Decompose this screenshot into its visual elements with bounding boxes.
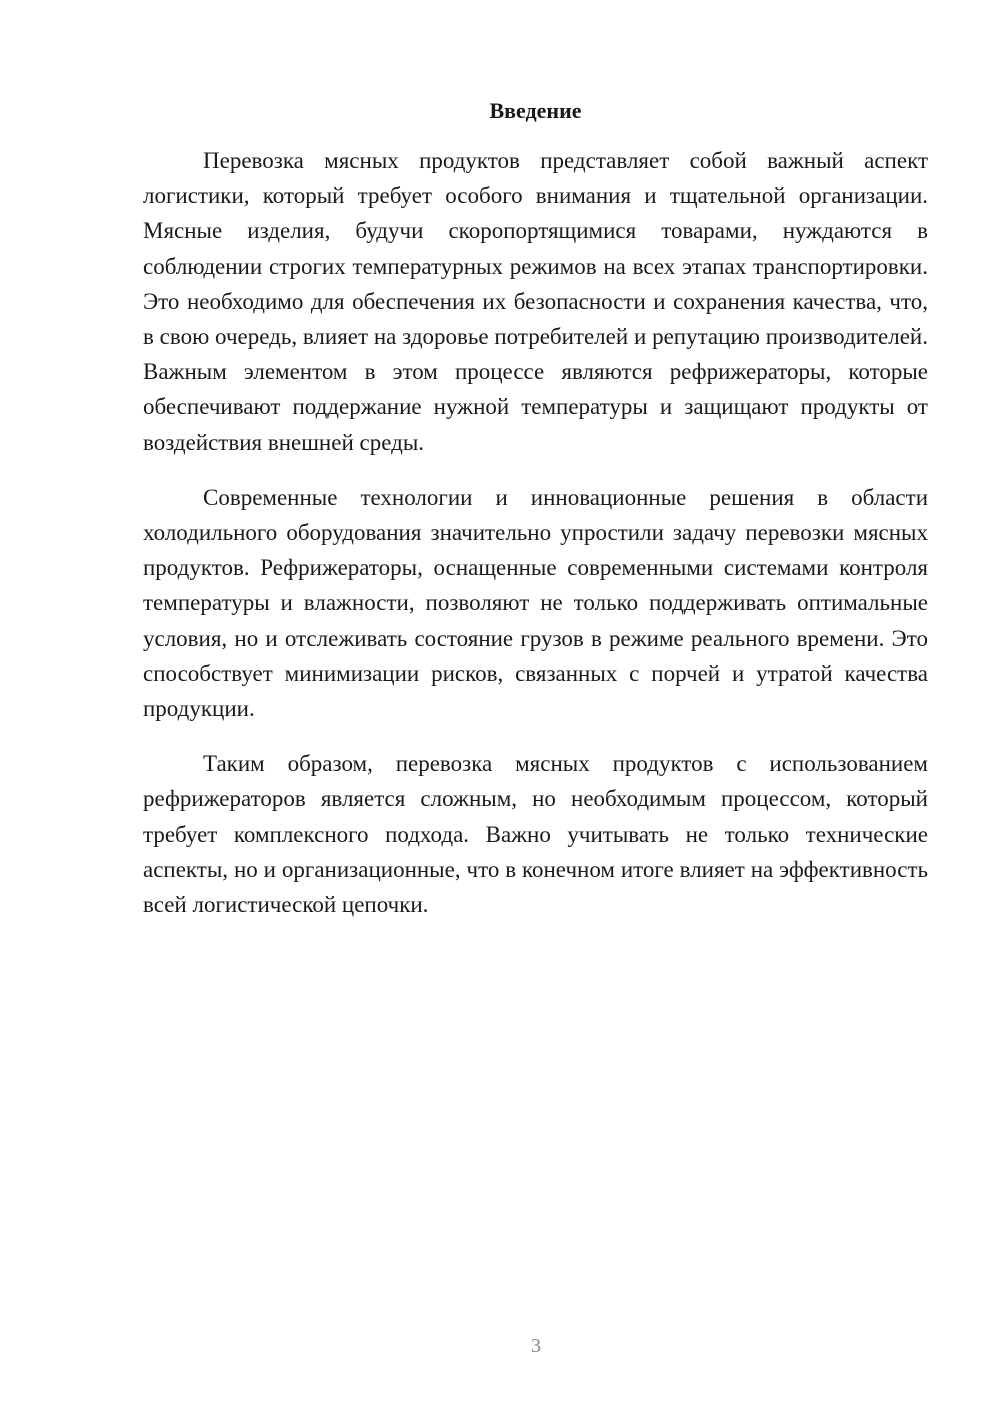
section-heading: Введение	[489, 98, 582, 123]
paragraph-2: Современные технологии и инновационные решения в области холодильного оборудования значительно упростили задачу перевозки мясных продуктов. Рефрижераторы, оснащенные современными системами контроля температуры и влажности, позволяют не только поддерживать оптимальные условия, но и отслеживать состояние грузов в режиме реального времени. Это способствует минимизации рисков, связанных с порчей и утратой качества продукции.	[143, 484, 928, 722]
paragraph-1: Перевозка мясных продуктов представляет собой важный аспект логистики, который требует особого внимания и тщательной организации. Мясные изделия, будучи скоропортящимися товарами, нуждаются в соблюдении строгих температурных режимов на всех этапах транспортировки. Это необходимо для обеспечения их безопасности и сохранения качества, что, в свою очередь, влияет на здоровье потребителей и репутацию производителей. Важным элементом в этом процессе являются рефрижераторы, которые обеспечивают поддержание нужной температуры и защищают продукты от воздействия внешней среды.	[143, 148, 928, 455]
document-body	[143, 143, 928, 942]
paragraph-3: Таким образом, перевозка мясных продуктов с использованием рефрижераторов является сложным, но необходимым процессом, который требует комплексного подхода. Важно учитывать не только технические аспекты, но и организационные, что в конечном итоге влияет на эффективность всей логистической цепочки.	[143, 751, 928, 918]
page-number: 3	[531, 1335, 541, 1357]
